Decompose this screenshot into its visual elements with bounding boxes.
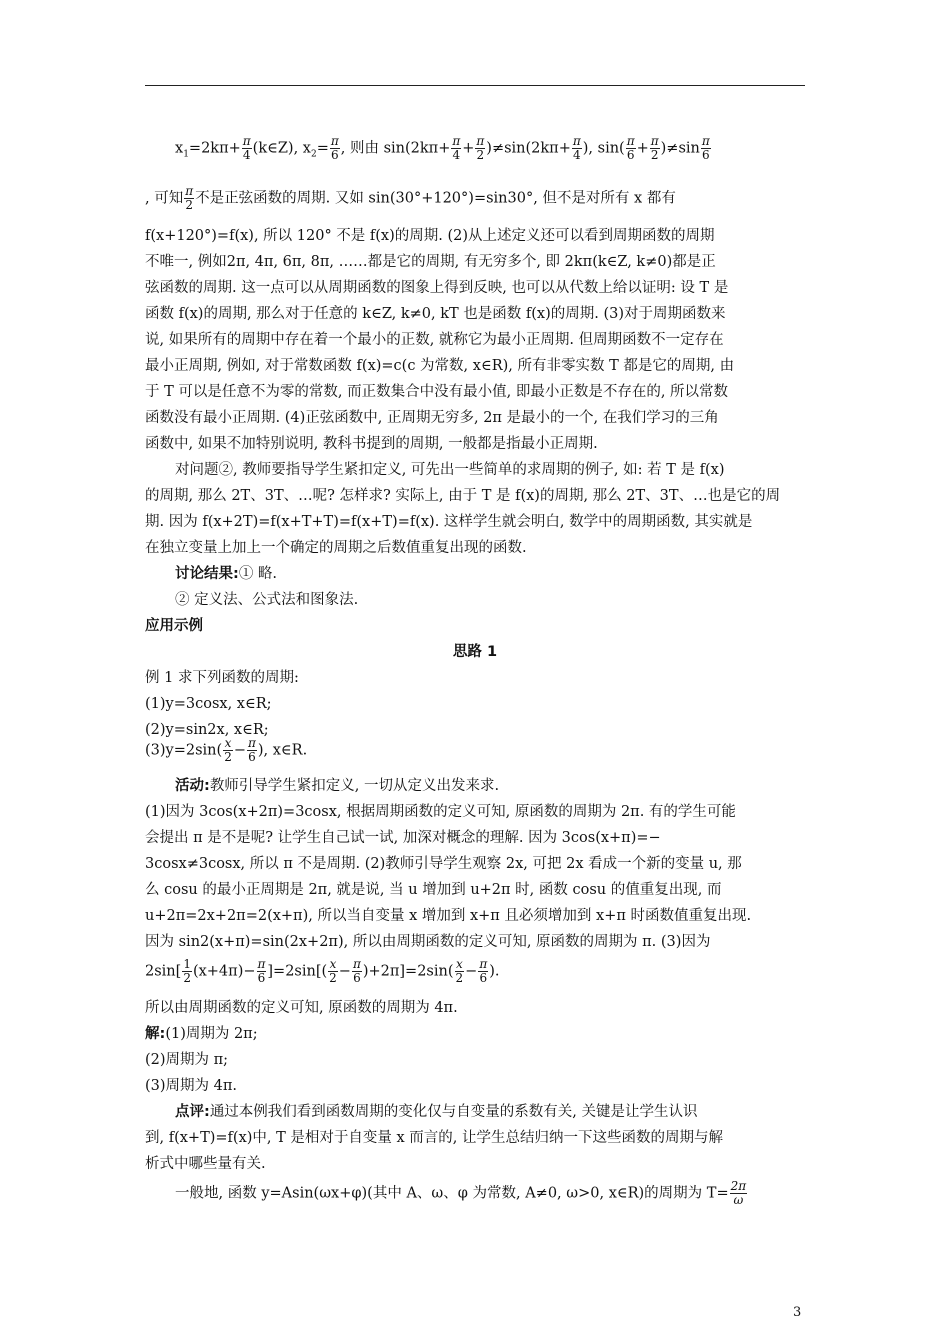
text-line: 对问题②, 教师要指导学生紧扣定义, 可先出一些简单的求周期的例子, 如: 若 T 是 f(x) xyxy=(175,462,725,478)
numerator: x xyxy=(224,736,232,750)
text: x xyxy=(175,140,184,157)
numerator: π xyxy=(452,134,461,148)
text: ]=2sin[( xyxy=(267,963,328,980)
text-line: 在独立变量上加上一个确定的周期之后数值重复出现的函数. xyxy=(145,540,527,556)
text-line: 所以由周期函数的定义可知, 原函数的周期为 4π. xyxy=(145,1000,458,1016)
fraction xyxy=(475,135,485,162)
denominator: 4 xyxy=(452,148,461,162)
denominator: 6 xyxy=(248,750,256,764)
text: )+2π]=2sin( xyxy=(362,963,454,980)
fraction xyxy=(223,737,233,764)
formula-line-3 xyxy=(145,737,805,764)
text: (1)周期为 2π; xyxy=(165,1026,258,1042)
text-line: 最小正周期, 例如, 对于常数函数 f(x)=c(c 为常数, x∈R), 所有非零实数 T 都是它的周期, 由 xyxy=(145,358,735,374)
example-title: 例 1 求下列函数的周期: xyxy=(145,670,299,686)
fraction xyxy=(242,135,252,162)
text: )≠sin xyxy=(660,140,700,157)
numerator: π xyxy=(185,184,194,198)
formula-line-1 xyxy=(175,135,805,164)
numerator: π xyxy=(352,957,361,971)
section-heading: 应用示例 xyxy=(145,618,203,634)
numerator: π xyxy=(476,134,485,148)
text: ① 略. xyxy=(238,566,278,582)
fraction xyxy=(257,958,267,985)
text: ), sin( xyxy=(582,140,625,157)
text: 2sin[ xyxy=(145,963,182,980)
denominator: 2 xyxy=(455,971,464,985)
solution-line xyxy=(145,1024,805,1044)
text-line: 么 cosu 的最小正周期是 2π, 就是说, 当 u 增加到 u+2π 时, 函数 cosu 的值重复出现, 而 xyxy=(145,882,722,898)
text-line: 不唯一, 例如2π, 4π, 6π, 8π, ……都是它的周期, 有无穷多个, 即 2kπ(k∈Z, k≠0)都是正 xyxy=(145,254,716,270)
header-rule xyxy=(145,85,805,86)
text: , 可知 xyxy=(145,190,184,207)
label-bold: 讨论结果: xyxy=(175,566,239,582)
text-line: 析式中哪些量有关. xyxy=(145,1156,266,1172)
text: ). xyxy=(489,963,500,980)
numerator: π xyxy=(626,134,635,148)
discussion-result-line xyxy=(175,564,805,584)
comment-line xyxy=(175,1102,805,1122)
denominator: 2 xyxy=(183,971,191,985)
subscript: 1 xyxy=(183,149,189,160)
page-number: 3 xyxy=(793,1305,802,1320)
denominator: 2 xyxy=(329,971,337,985)
numerator: π xyxy=(701,134,710,148)
numerator: π xyxy=(247,736,256,750)
subsection-heading: 思路 1 xyxy=(452,644,498,660)
text-line-2 xyxy=(145,185,805,212)
numerator: x xyxy=(329,957,337,971)
text-line: 3cosx≠3cosx, 所以 π 不是周期. (2)教师引导学生观察 2x, 可把 2x 看成一个新的变量 u, 那 xyxy=(145,856,742,872)
text: + xyxy=(462,140,475,157)
text: 一般地, 函数 y=Asin(ωx+φ)(其中 A、ω、φ 为常数, A≠0, ω>0, x∈R)的周期为 T= xyxy=(175,1185,729,1202)
text: 通过本例我们看到函数周期的变化仅与自变量的系数有关, 关键是让学生认识 xyxy=(209,1104,698,1120)
fraction xyxy=(330,135,340,162)
denominator: 4 xyxy=(572,148,581,162)
formula-line-5 xyxy=(175,1180,805,1207)
numerator: π xyxy=(242,134,251,148)
numerator: π xyxy=(257,957,266,971)
denominator: 6 xyxy=(330,148,339,162)
numerator: π xyxy=(479,957,488,971)
denominator: 4 xyxy=(242,148,251,162)
text-line: (2)周期为 π; xyxy=(145,1052,229,1068)
text: )≠sin(2kπ+ xyxy=(486,140,571,157)
text: + xyxy=(636,140,649,157)
text-line: 弦函数的周期. 这一点可以从周期函数的图象上得到反映, 也可以从代数上给以证明: 设 T 是 xyxy=(145,280,729,296)
fraction xyxy=(650,135,660,162)
fraction xyxy=(328,958,338,985)
text: − xyxy=(338,963,351,980)
text: =2kπ+ xyxy=(188,140,241,157)
denominator: 2 xyxy=(185,198,193,212)
text-line: (3)周期为 4π. xyxy=(145,1078,238,1094)
fraction xyxy=(247,737,257,764)
numerator: π xyxy=(572,134,581,148)
fraction xyxy=(701,135,711,162)
fraction xyxy=(455,958,465,985)
numerator: x xyxy=(455,957,463,971)
text: − xyxy=(465,963,478,980)
denominator: 6 xyxy=(702,148,710,162)
denominator: 6 xyxy=(257,971,266,985)
label-bold: 点评: xyxy=(175,1104,210,1120)
denominator: 2 xyxy=(224,750,232,764)
denominator: 2 xyxy=(650,148,659,162)
text: (k∈Z), x xyxy=(252,140,311,157)
fraction xyxy=(730,1180,748,1207)
denominator: 6 xyxy=(479,971,488,985)
label-bold: 活动: xyxy=(175,778,210,794)
text-line: 到, f(x+T)=f(x)中, T 是相对于自变量 x 而言的, 让学生总结归纳一下这些函数的周期与解 xyxy=(145,1130,724,1146)
denominator: 2 xyxy=(476,148,485,162)
fraction xyxy=(182,958,192,985)
text-line: (1)y=3cosx, x∈R; xyxy=(145,696,272,712)
text-line: u+2π=2x+2π=2(x+π), 所以当自变量 x 增加到 x+π 且必须增加到 x+π 时函数值重复出现. xyxy=(145,908,752,924)
fraction xyxy=(478,958,488,985)
fraction xyxy=(572,135,582,162)
text-line: ② 定义法、公式法和图象法. xyxy=(175,592,359,608)
text-line: 会提出 π 是不是呢? 让学生自己试一试, 加深对概念的理解. 因为 3cos(x+π)=− xyxy=(145,830,661,846)
text-line: 函数 f(x)的周期, 那么对于任意的 k∈Z, k≠0, kT 也是函数 f(x)的周期. (3)对于周期函数来 xyxy=(145,306,726,322)
text: − xyxy=(233,742,246,759)
denominator: 6 xyxy=(353,971,361,985)
numerator: π xyxy=(330,134,339,148)
text: = xyxy=(316,140,329,157)
text: (x+4π)− xyxy=(192,963,256,980)
text-line: 期. 因为 f(x+2T)=f(x+T+T)=f(x+T)=f(x). 这样学生就会明白, 数学中的周期函数, 其实就是 xyxy=(145,514,753,530)
text: (3)y=2sin( xyxy=(145,742,223,759)
fraction xyxy=(451,135,461,162)
denominator: ω xyxy=(733,1193,744,1207)
text-line: 因为 sin2(x+π)=sin(2x+2π), 所以由周期函数的定义可知, 原函数的周期为 π. (3)因为 xyxy=(145,934,711,950)
text-line: (2)y=sin2x, x∈R; xyxy=(145,722,269,738)
fraction xyxy=(626,135,636,162)
subscript: 2 xyxy=(310,149,317,160)
text: ), x∈R. xyxy=(257,742,308,759)
label-bold: 解: xyxy=(145,1026,166,1042)
text-line: 的周期, 那么 2T、3T、…呢? 怎样求? 实际上, 由于 T 是 f(x)的周期, 那么 2T、3T、…也是它的周 xyxy=(145,488,781,504)
text-line: 函数中, 如果不加特别说明, 教科书提到的周期, 一般都是指最小正周期. xyxy=(145,436,598,452)
numerator: 2π xyxy=(730,1179,747,1193)
text: 不是正弦函数的周期. 又如 sin(30°+120°)=sin30°, 但不是对所有 x 都有 xyxy=(195,190,676,207)
text-line: f(x+120°)=f(x), 所以 120° 不是 f(x)的周期. (2)从上述定义还可以看到周期函数的周期 xyxy=(145,228,715,244)
numerator: π xyxy=(650,134,659,148)
text-line: 于 T 可以是任意不为零的常数, 而正数集合中没有最小值, 即最小正数是不存在的, 所以常数 xyxy=(145,384,729,400)
fraction xyxy=(352,958,362,985)
denominator: 6 xyxy=(626,148,635,162)
activity-line xyxy=(175,776,805,796)
text: 教师引导学生紧扣定义, 一切从定义出发来求. xyxy=(209,778,500,794)
text-line: 函数没有最小正周期. (4)正弦函数中, 正周期无穷多, 2π 是最小的一个, 在我们学习的三角 xyxy=(145,410,719,426)
fraction xyxy=(184,185,194,212)
text: , 则由 sin(2kπ+ xyxy=(340,140,451,157)
formula-line-4 xyxy=(145,958,805,985)
text-line: (1)因为 3cos(x+2π)=3cosx, 根据周期函数的定义可知, 原函数的周期为 2π. 有的学生可能 xyxy=(145,804,736,820)
numerator: 1 xyxy=(183,957,191,971)
text-line: 说, 如果所有的周期中存在着一个最小的正数, 就称它为最小正周期. 但周期函数不一定存在 xyxy=(145,332,724,348)
